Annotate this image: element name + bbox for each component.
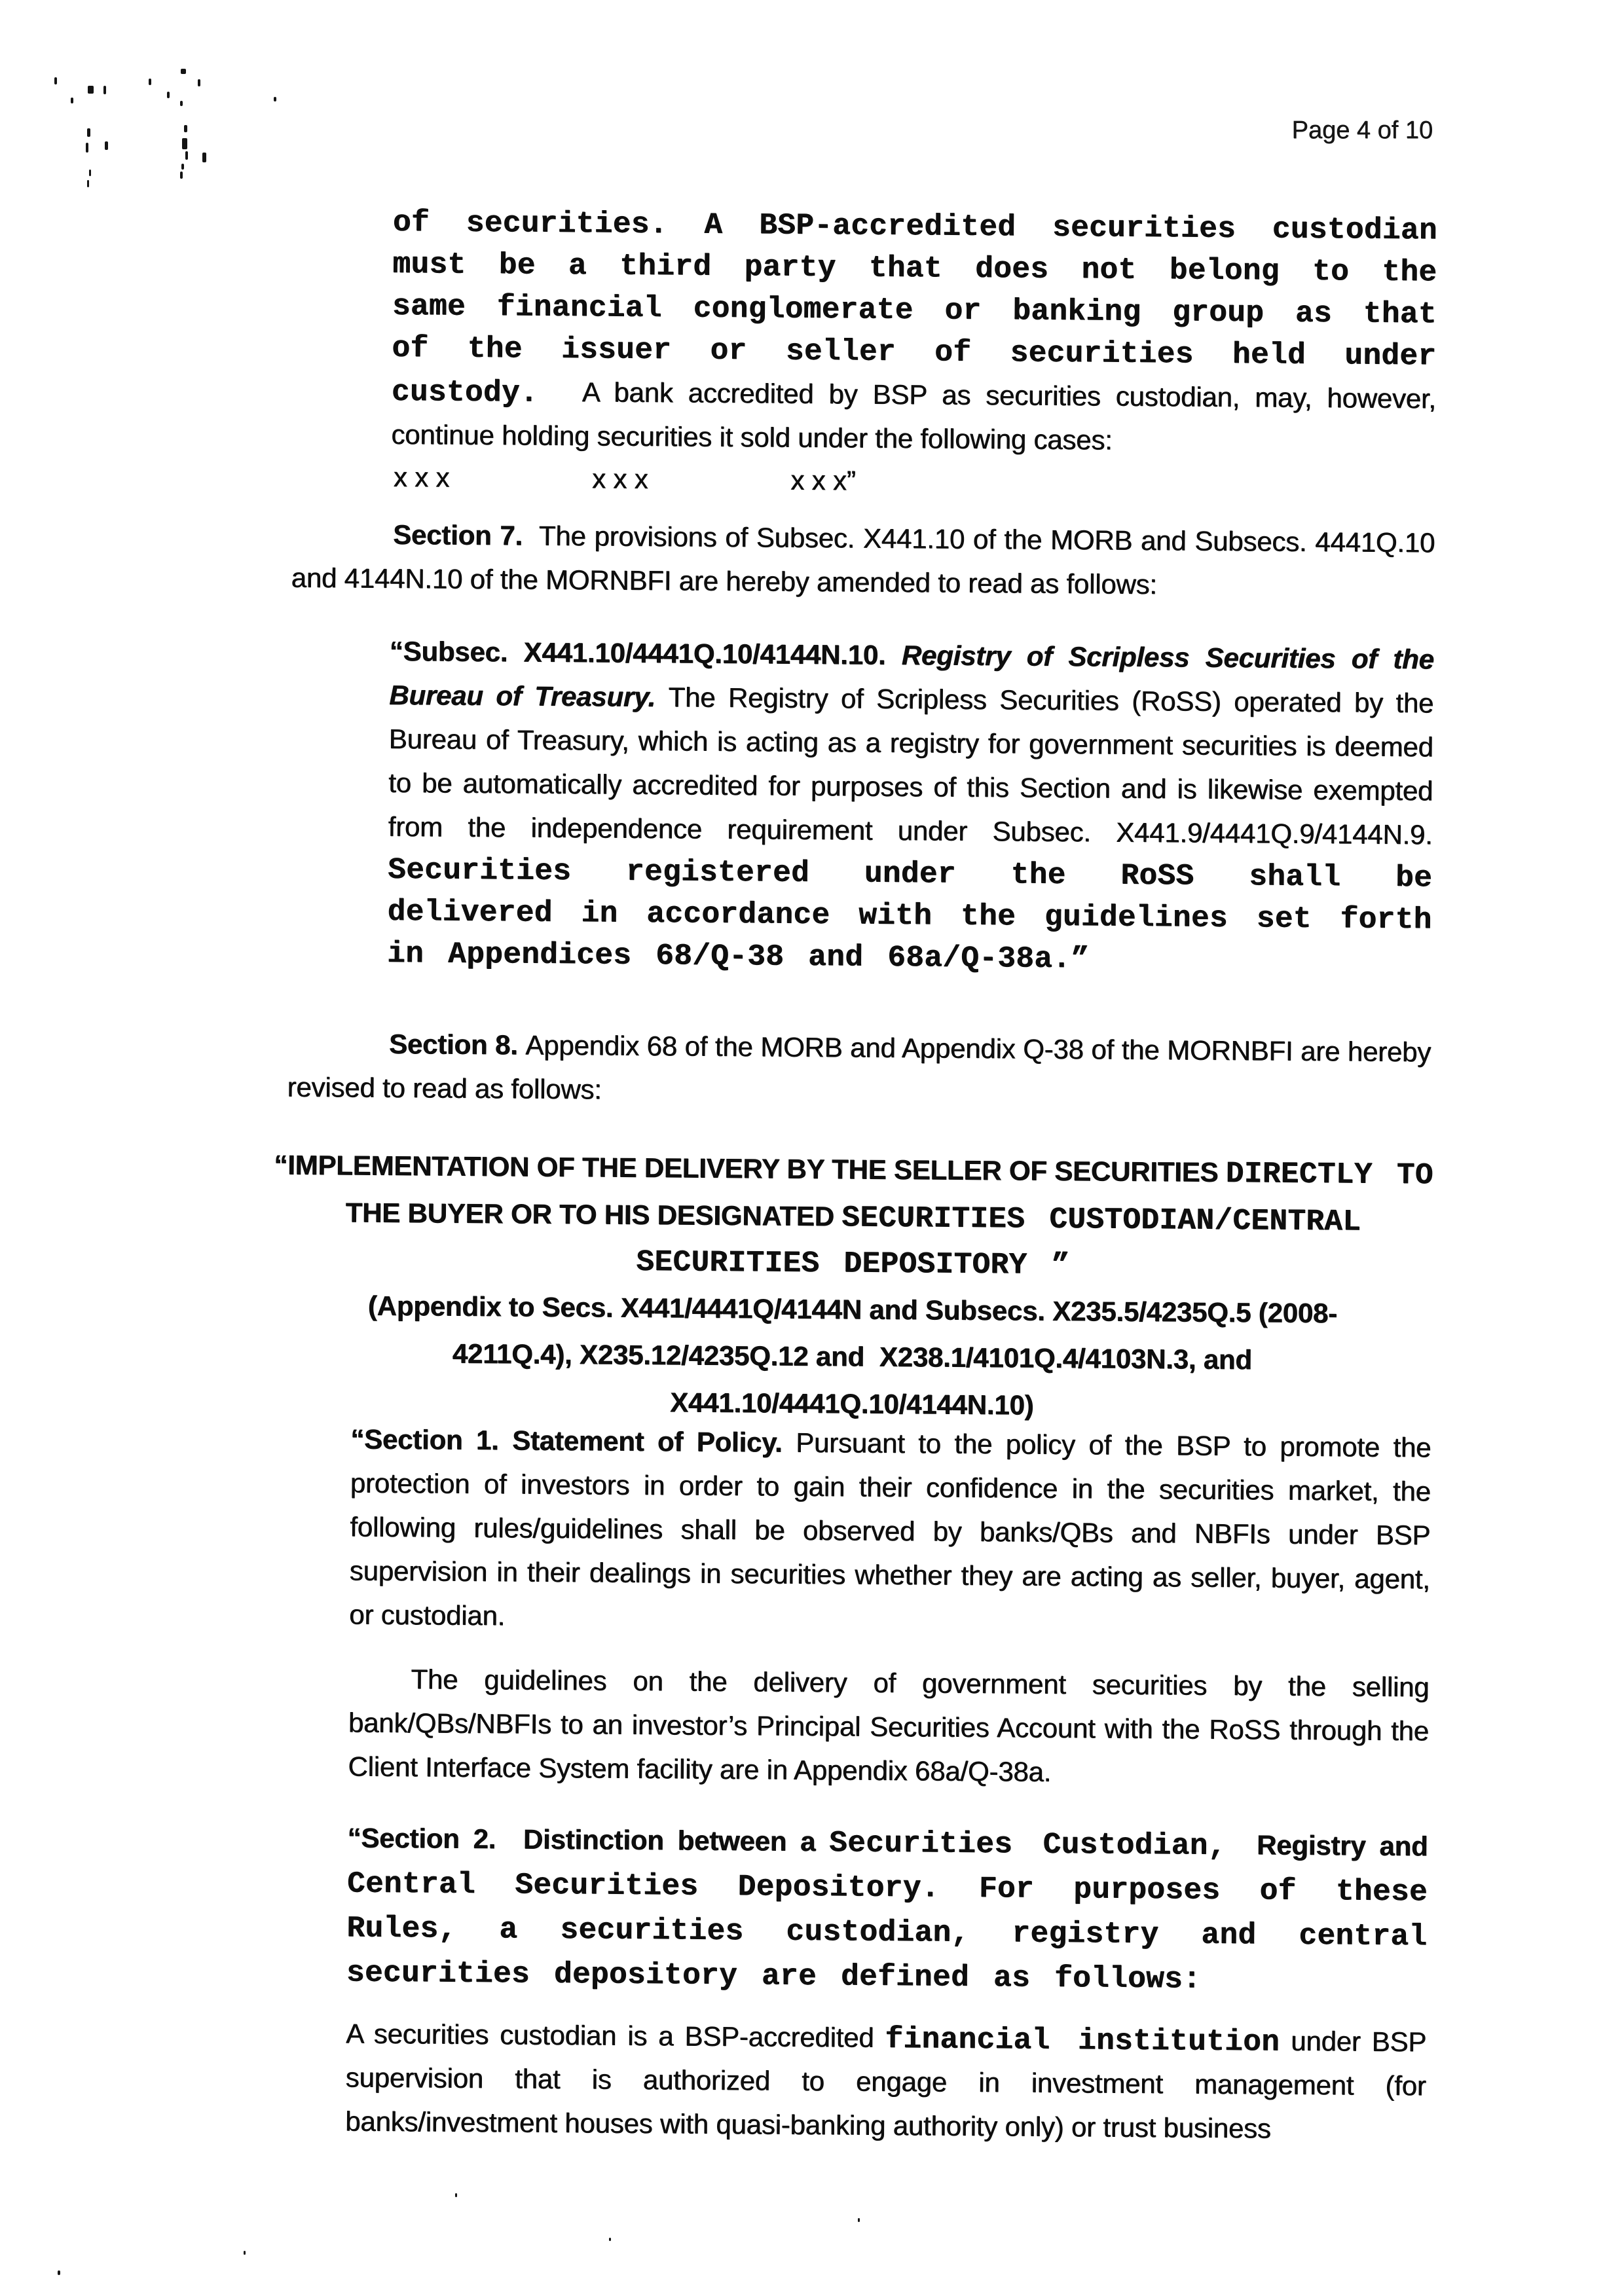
- text-segment: of securities. A BSP-accredited securities custodian must be a third party that does not belong to the same financial conglomerate or banking group as that of the issuer or seller of securities held under custody.: [391, 205, 1462, 410]
- text-segment: 4211Q.4), X235.12/4235Q.12 and X238.1/4101Q.4/4103N.3, and: [452, 1338, 1252, 1376]
- text-segment: “Subsec. X441.10/4441Q.10/4144N.10.: [389, 635, 902, 670]
- text-segment: x x x x x x x x x”: [393, 461, 856, 496]
- text-segment: Securities Custodian,: [828, 1826, 1257, 1864]
- text-segment: A bank accredited by BSP as securities custodian, may, however, continue holding securities it sold under the following cases:: [391, 376, 1444, 456]
- quoted-custody-paragraph: [391, 204, 1462, 468]
- appendix-title-heading: [265, 1144, 1439, 1435]
- section-1-statement-of-policy: [348, 1420, 1439, 1648]
- guidelines-delivery-paragraph: [348, 1660, 1437, 1800]
- text-segment: X441.10/4441Q.10/4144N.10): [669, 1387, 1034, 1421]
- text-segment: DIRECTLY TO: [1225, 1156, 1433, 1193]
- securities-custodian-definition: [344, 2014, 1434, 2155]
- page-number: Page 4 of 10: [1291, 117, 1433, 144]
- text-segment: “Section 2. Distinction between a: [347, 1822, 830, 1857]
- text-segment: Securities registered under the RoSS shall be delivered in accordance with the guidelines set forth in Appendices 68/Q-38 and 68a/Q-38a.”: [386, 852, 1457, 977]
- text-segment: THE BUYER OR TO HIS DESIGNATED: [345, 1197, 842, 1232]
- section-8-paragraph: [287, 1025, 1439, 1121]
- text-segment: Appendix 68 of the MORB and Appendix Q-38 of the MORNBFI are hereby revised to read as follows:: [287, 1029, 1439, 1105]
- text-segment: financial institution: [885, 2022, 1280, 2060]
- text-segment: SECURITIES DEPOSITORY ”: [636, 1245, 1070, 1283]
- text-segment: “IMPLEMENTATION OF THE DELIVERY BY THE SELLER OF SECURITIES: [274, 1149, 1226, 1188]
- text-segment: SECURITIES CUSTODIAN/CENTRAL: [841, 1201, 1361, 1239]
- text-segment: under BSP supervision that is authorized to engage in investment management (for banks/investment houses with quasi-banking authority only) or trust business: [344, 2025, 1434, 2144]
- section-7-paragraph: [291, 515, 1443, 612]
- text-segment: Registry and: [1256, 1829, 1436, 1862]
- text-segment: For purposes of these Rules, a securities custodian, registry and central securities depository are defined as follows:: [346, 1871, 1452, 1997]
- section-2-distinction-paragraph: [346, 1818, 1452, 2006]
- text-segment: Registry of Scripless Securities of the Bureau of Treasury.: [388, 639, 1442, 713]
- text-segment: Central Securities Depository.: [346, 1867, 980, 1906]
- text-segment: Section 8.: [388, 1028, 526, 1061]
- text-segment: A securities custodian is a BSP-accredited: [345, 2018, 885, 2053]
- text-segment: Pursuant to the policy of the BSP to promote the protection of investors in order to gain their confidence in the securities market, the following rules/guidelines shall be observed by banks/QBs and NBFIs under BSP supervision in their dealings in securities whether they are acting as seller, buyer, agent, or custodian.: [348, 1427, 1439, 1631]
- text-segment: Section 7.: [392, 519, 523, 551]
- text-segment: The guidelines on the delivery of government securities by the selling bank/QBs/NBFIs to an investor’s Principal Securities Account with the RoSS through the Client Interface System facility are in Appendix 68a/Q-38a.: [348, 1664, 1437, 1787]
- text-segment: The provisions of Subsec. X441.10 of the MORB and Subsecs. 4441Q.10 and 4144N.10 of the MORNBFI are hereby amended to read as follows:: [291, 520, 1443, 600]
- xxx-line: [393, 458, 855, 506]
- quoted-subsec-x441-paragraph: [386, 632, 1457, 986]
- text-segment: “Section 1. Statement of Policy.: [350, 1423, 796, 1458]
- text-segment: (Appendix to Secs. X441/4441Q/4144N and Subsecs. X235.5/4235Q.5 (2008-: [367, 1290, 1338, 1329]
- text-segment: The Registry of Scripless Securities (RoSS) operated by the Bureau of Treasury, which is acting as a registry for government securities is deemed to be automatically accredited for purposes of this Section and is likewise exempted from the independence requirement under Subsec. X441.9/4441Q.9/4144N.9.: [388, 682, 1441, 850]
